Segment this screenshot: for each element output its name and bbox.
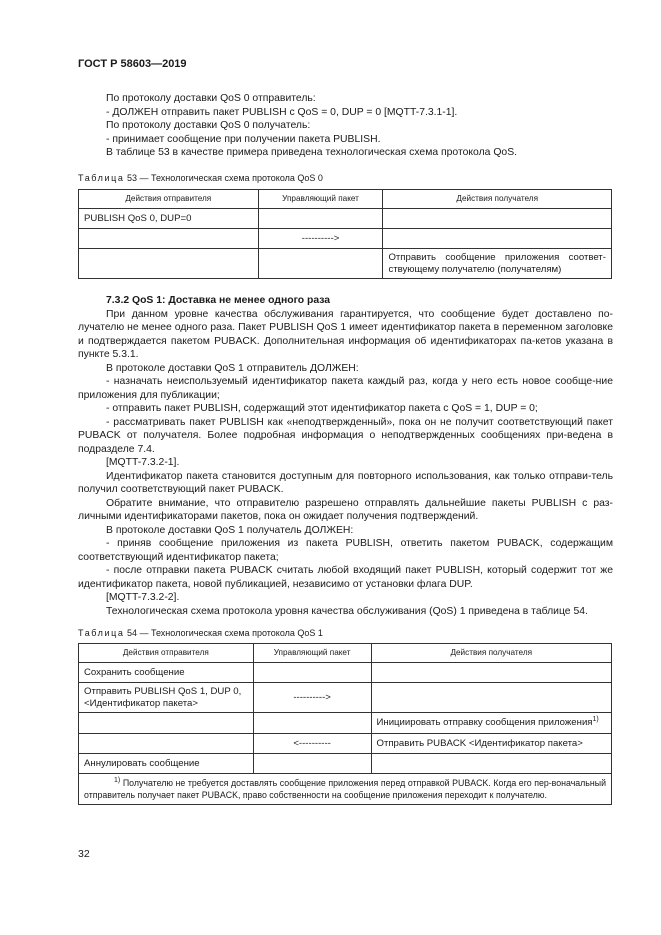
table-53 bbox=[78, 189, 612, 279]
intro-text bbox=[78, 92, 613, 160]
paragraph: - рассматривать пакет PUBLISH как «неподтвержденный», пока он не получит соответствующий пакет PUBACK от получателя. Более подробная информация о неподтвержденных сообщениях при-ведена в подразделе 7.4. bbox=[78, 416, 613, 455]
paragraph: - назначать неиспользуемый идентификатор пакета каждый раз, когда у него есть новое сообще-ние приложения для публикации; bbox=[78, 376, 613, 401]
table-cell bbox=[253, 713, 371, 734]
paragraph: - отправить пакет PUBLISH, содержащий этот идентификатор пакета с QoS = 1, DUP = 0; bbox=[106, 403, 538, 414]
column-header: Управляющий пакет bbox=[258, 190, 383, 209]
table-row bbox=[79, 229, 612, 249]
paragraph: Технологическая схема протокола уровня качества обслуживания (QoS) 1 приведена в таблице 54. bbox=[106, 605, 588, 617]
table-row bbox=[79, 209, 612, 229]
caption-label: Таблица bbox=[78, 628, 125, 638]
table-cell: Отправить сообщение приложения соответ-ствующему получателю (получателям) bbox=[383, 249, 612, 279]
table-cell: Отправить PUBACK <Идентификатор пакета> bbox=[371, 734, 612, 754]
intro-line: - ДОЛЖЕН отправить пакет PUBLISH с QoS = 0, DUP = 0 [MQTT-7.3.1-1]. bbox=[106, 106, 458, 118]
table-cell bbox=[79, 734, 254, 754]
paragraph: В протоколе доставки QoS 1 отправитель ДОЛЖЕН: bbox=[106, 362, 359, 374]
paragraph: - после отправки пакета PUBACK считать любой входящий пакет PUBLISH, который содержит тот же идентификатор пакета, новой публикацией, независимо от установки флага DUP. bbox=[78, 565, 613, 590]
column-header: Действия отправителя bbox=[79, 190, 259, 209]
footnote-marker: 1) bbox=[114, 777, 121, 785]
table-cell bbox=[79, 713, 254, 734]
table-cell: <---------- bbox=[253, 734, 371, 754]
table-cell: Аннулировать сообщение bbox=[79, 754, 254, 774]
caption-text: 54 — Технологическая схема протокола QoS 1 bbox=[124, 628, 323, 638]
table-cell bbox=[79, 249, 259, 279]
column-header: Действия отправителя bbox=[79, 644, 254, 663]
paragraph: Обратите внимание, что отправителю разрешено отправлять дальнейшие пакеты PUBLISH с раз-личными идентификаторами пакетов, пока он ожидает получения подтверждений. bbox=[78, 497, 613, 522]
table-row bbox=[79, 663, 612, 683]
column-header: Управляющий пакет bbox=[253, 644, 371, 663]
table-row bbox=[79, 754, 612, 774]
table-cell bbox=[253, 663, 371, 683]
footnote-marker: 1) bbox=[592, 715, 599, 723]
table-footnote-row bbox=[79, 774, 612, 805]
paragraph: Идентификатор пакета становится доступным для повторного использования, как только отправи-тель получил соответствующий пакет PUBACK. bbox=[78, 470, 613, 495]
table-cell bbox=[371, 683, 612, 713]
table-cell: ----------> bbox=[258, 229, 383, 249]
table-row bbox=[79, 683, 612, 713]
table-cell bbox=[253, 754, 371, 774]
table-cell bbox=[79, 229, 259, 249]
table-cell bbox=[383, 209, 612, 229]
table-footnote bbox=[79, 774, 612, 805]
table-cell: Отправить PUBLISH QoS 1, DUP 0, <Идентификатор пакета> bbox=[79, 683, 254, 713]
table-54-caption bbox=[78, 628, 323, 638]
document-header: ГОСТ Р 58603—2019 bbox=[78, 58, 187, 70]
paragraph: В протоколе доставки QoS 1 получатель ДОЛЖЕН: bbox=[106, 524, 354, 536]
table-cell bbox=[371, 663, 612, 683]
column-header: Действия получателя bbox=[383, 190, 612, 209]
table-cell bbox=[371, 754, 612, 774]
table-cell: PUBLISH QoS 0, DUP=0 bbox=[79, 209, 259, 229]
table-53-caption bbox=[78, 173, 323, 183]
intro-line: - принимает сообщение при получении пакета PUBLISH. bbox=[106, 133, 381, 145]
paragraph: [MQTT-7.3.2-1]. bbox=[106, 457, 180, 468]
intro-line: В таблице 53 в качестве примера приведена технологическая схема протокола QoS. bbox=[106, 147, 518, 158]
table-row bbox=[79, 713, 612, 734]
intro-line: По протоколу доставки QoS 0 отправитель: bbox=[106, 93, 316, 104]
table-cell bbox=[258, 209, 383, 229]
table-cell bbox=[383, 229, 612, 249]
table-row bbox=[79, 734, 612, 754]
paragraph: При данном уровне качества обслуживания гарантируется, что сообщение будет доставлено по-лучателю не менее одного раза. Пакет PUBLISH QoS 1 имеет идентификатор пакета в переменном заголовке и подтверждается пакетом PUBACK. Дополнительная информация об идентификаторах па-кетов указана в пункте 5.3.1. bbox=[78, 308, 613, 360]
footnote-text: Получателю не требуется доставлять сообщение приложения перед отправкой PUBACK. Когда его пер-воначальный отправитель получает пакет PUBACK, право собственности на сообщение приложения переходит к получателю. bbox=[84, 778, 606, 800]
table-cell: Сохранить сообщение bbox=[79, 663, 254, 683]
caption-label: Таблица bbox=[78, 173, 125, 183]
table-54 bbox=[78, 643, 612, 805]
table-cell: ----------> bbox=[253, 683, 371, 713]
paragraph: [MQTT-7.3.2-2]. bbox=[106, 592, 180, 603]
caption-text: 53 — Технологическая схема протокола QoS 0 bbox=[124, 173, 323, 183]
page-number: 32 bbox=[78, 848, 90, 860]
cell-text: Инициировать отправку сообщения приложения bbox=[376, 717, 593, 728]
intro-line: По протоколу доставки QoS 0 получатель: bbox=[106, 120, 311, 131]
table-row bbox=[79, 249, 612, 279]
column-header: Действия получателя bbox=[371, 644, 612, 663]
section-heading: 7.3.2 QoS 1: Доставка не менее одного раза bbox=[106, 295, 331, 306]
table-cell bbox=[258, 249, 383, 279]
paragraph: - приняв сообщение приложения из пакета PUBLISH, ответить пакетом PUBACK, содержащим соответствующий идентификатор пакета; bbox=[78, 538, 613, 563]
table-cell bbox=[371, 713, 612, 734]
section-7-3-2 bbox=[78, 294, 613, 618]
